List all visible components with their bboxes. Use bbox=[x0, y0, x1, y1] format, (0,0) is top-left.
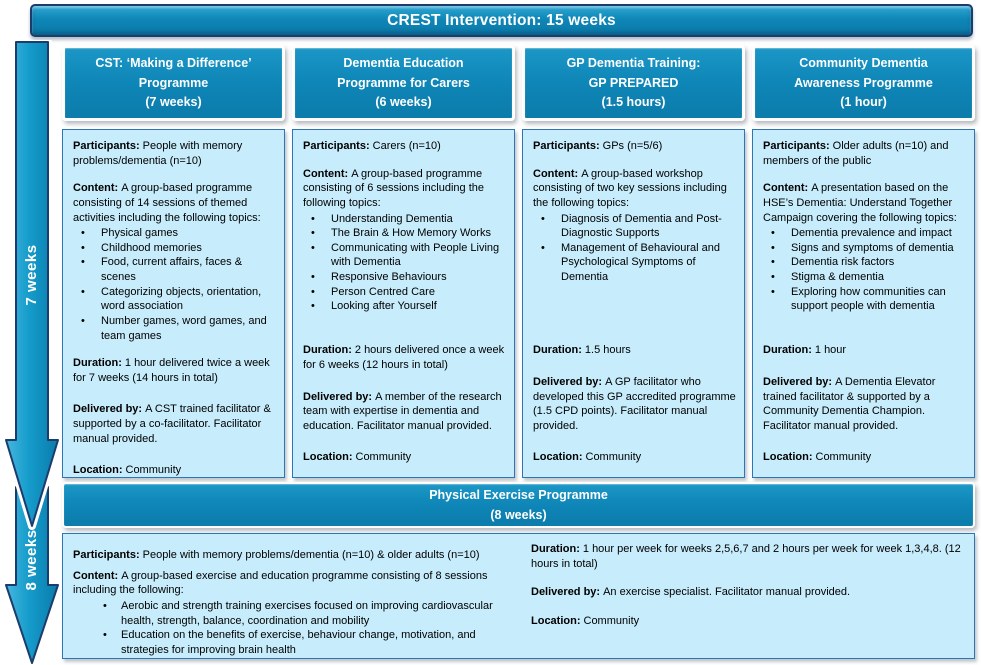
delivered-by-value: A Dementia Elevator trained facilitator & supported by a Community Dementia Champion. Facilitator manual provided. bbox=[763, 375, 936, 432]
header-line: (8 weeks) bbox=[490, 507, 547, 522]
exercise-programme-header bbox=[62, 482, 975, 528]
content-topics bbox=[303, 212, 506, 314]
header-line: GP PREPARED bbox=[588, 75, 679, 90]
delivered-by-value: An exercise specialist. Facilitator manual provided. bbox=[603, 586, 851, 599]
location-label: Location: bbox=[763, 451, 813, 464]
location-row bbox=[533, 450, 736, 465]
header-line: (6 weeks) bbox=[375, 95, 432, 110]
content-value: A group-based programme consisting of 6 sessions including the following topics: bbox=[303, 167, 484, 209]
topic-item: • Diagnosis of Dementia and Post-Diagnostic Supports bbox=[533, 212, 736, 241]
intervention-title: CREST Intervention: 15 weeks bbox=[387, 11, 616, 29]
community-awareness-details bbox=[752, 129, 975, 478]
content-topics bbox=[533, 212, 736, 285]
content-label: Content: bbox=[533, 167, 579, 180]
topic-item: • Exploring how communities can support people with dementia bbox=[763, 285, 966, 314]
content-row bbox=[303, 167, 506, 211]
header-line: Awareness Programme bbox=[794, 75, 933, 90]
duration-value: 2 hours delivered once a week for 6 weeks (12 hours in total) bbox=[303, 344, 505, 371]
topic-item: • Dementia prevalence and impact bbox=[763, 226, 966, 241]
duration-label: Duration: bbox=[533, 344, 582, 357]
topic-item: • Education on the benefits of exercise, behaviour change, motivation, and strategies for improving brain health bbox=[73, 628, 525, 657]
logistics-group bbox=[303, 330, 506, 465]
duration-value: 1 hour per week for weeks 2,5,6,7 and 2 hours per week for week 1,3,4,8. (12 hours in total) bbox=[531, 543, 961, 570]
intervention-title-banner bbox=[30, 4, 973, 37]
participants-label: Participants: bbox=[73, 549, 140, 561]
topic-item: • Food, current affairs, faces & scenes bbox=[73, 255, 276, 284]
delivered-by-label: Delivered by: bbox=[303, 390, 373, 403]
cst-details bbox=[62, 129, 285, 478]
participants-label: Participants: bbox=[73, 140, 140, 152]
content-topics bbox=[73, 226, 276, 343]
logistics-group bbox=[763, 330, 966, 465]
participants-value: GPs (n=5/6) bbox=[602, 140, 663, 152]
header-line: GP Dementia Training: bbox=[566, 56, 701, 71]
header-line: CST: ‘Making a Difference’ bbox=[95, 56, 252, 71]
topic-item: • Understanding Dementia bbox=[303, 212, 506, 227]
content-row bbox=[73, 569, 525, 598]
header-line: (1 hour) bbox=[840, 95, 887, 110]
topic-item: • Looking after Yourself bbox=[303, 299, 506, 314]
participants-value: Carers (n=10) bbox=[372, 140, 441, 152]
seven-weeks-arrow bbox=[6, 42, 58, 526]
topic-item: • Physical games bbox=[73, 226, 276, 241]
participants-label: Participants: bbox=[533, 140, 600, 152]
content-label: Content: bbox=[73, 569, 119, 582]
topic-item: • Aerobic and strength training exercises focused on improving cardiovascular health, strength, balance, coordination and mobility bbox=[73, 599, 525, 628]
duration-row bbox=[73, 356, 276, 385]
column-community-awareness bbox=[752, 45, 975, 478]
header-line: Physical Exercise Programme bbox=[429, 488, 608, 502]
logistics-group bbox=[533, 330, 736, 465]
header-line: Dementia Education bbox=[343, 56, 464, 71]
content-row bbox=[763, 181, 966, 225]
duration-row bbox=[533, 343, 736, 358]
header-line: (1.5 hours) bbox=[601, 95, 666, 110]
exercise-logistics-column bbox=[525, 542, 964, 650]
gp-training-details bbox=[522, 129, 745, 478]
delivered-by-value: A member of the research team with expertise in dementia and education. Facilitator manual provided. bbox=[303, 390, 502, 432]
topic-item: • Communicating with People Living with Dementia bbox=[303, 241, 506, 270]
timeline-arrows bbox=[4, 40, 60, 665]
column-cst-programme bbox=[62, 45, 285, 478]
topic-item: • Responsive Behaviours bbox=[303, 270, 506, 285]
content-topics bbox=[763, 226, 966, 314]
cst-header bbox=[62, 45, 285, 121]
carer-education-details bbox=[292, 129, 515, 478]
participants-value: People with memory problems/dementia (n=10) & older adults (n=10) bbox=[142, 549, 480, 561]
duration-label: Duration: bbox=[73, 357, 122, 370]
community-awareness-header bbox=[752, 45, 975, 121]
participants-row bbox=[533, 139, 736, 154]
duration-value: 1 hour bbox=[814, 344, 847, 357]
location-value: Community bbox=[583, 614, 640, 627]
gp-training-header bbox=[522, 45, 745, 121]
delivered-by-label: Delivered by: bbox=[763, 375, 833, 388]
content-topics bbox=[73, 599, 525, 658]
participants-label: Participants: bbox=[303, 140, 370, 152]
delivered-by-row bbox=[533, 375, 736, 434]
topic-item: • Stigma & dementia bbox=[763, 270, 966, 285]
participants-row bbox=[73, 548, 525, 563]
participants-value: Older adults (n=10) and members of the public bbox=[763, 140, 949, 167]
location-value: Community bbox=[355, 451, 412, 464]
location-row bbox=[73, 463, 276, 478]
header-line: Community Dementia bbox=[799, 56, 928, 71]
content-label: Content: bbox=[73, 182, 119, 195]
eight-weeks-label: 8 weeks bbox=[22, 529, 40, 591]
exercise-content-column bbox=[73, 542, 525, 656]
delivered-by-row bbox=[303, 390, 506, 434]
delivered-by-value: A CST trained facilitator & supported by a co-facilitator. Facilitator manual provided. bbox=[73, 403, 271, 445]
topic-item: • Number games, word games, and team games bbox=[73, 314, 276, 343]
content-value: A group-based exercise and education programme consisting of 8 sessions including the following: bbox=[73, 569, 488, 597]
column-carer-education bbox=[292, 45, 515, 478]
topic-item: • Dementia risk factors bbox=[763, 255, 966, 270]
duration-value: 1 hour delivered twice a week for 7 weeks (14 hours in total) bbox=[73, 357, 270, 384]
duration-label: Duration: bbox=[763, 344, 812, 357]
content-value: A group-based workshop consisting of two key sessions including the following topics: bbox=[533, 167, 727, 209]
duration-label: Duration: bbox=[303, 344, 352, 357]
delivered-by-label: Delivered by: bbox=[531, 586, 601, 599]
delivered-by-label: Delivered by: bbox=[73, 403, 143, 416]
duration-row bbox=[303, 343, 506, 372]
topic-item: • Management of Behavioural and Psychological Symptoms of Dementia bbox=[533, 241, 736, 285]
duration-label: Duration: bbox=[531, 543, 580, 555]
location-label: Location: bbox=[531, 614, 581, 627]
programme-columns bbox=[62, 45, 975, 478]
exercise-programme-details bbox=[62, 533, 975, 659]
topic-item: • Person Centred Care bbox=[303, 285, 506, 300]
header-line: Programme bbox=[138, 75, 209, 90]
content-label: Content: bbox=[303, 167, 349, 180]
header-line: (7 weeks) bbox=[145, 95, 202, 110]
location-label: Location: bbox=[73, 464, 123, 477]
participants-value: People with memory problems/dementia (n=10) bbox=[73, 140, 243, 167]
logistics-group bbox=[73, 343, 276, 478]
content-value: A presentation based on the HSE’s Dementia: Understand Together Campaign covering the following topics: bbox=[763, 182, 957, 224]
content-row bbox=[73, 181, 276, 225]
content-label: Content: bbox=[763, 182, 809, 195]
duration-row bbox=[763, 343, 966, 358]
location-label: Location: bbox=[533, 451, 583, 464]
delivered-by-label: Delivered by: bbox=[533, 375, 603, 388]
delivered-by-value: A GP facilitator who developed this GP accredited programme (1.5 CPD points). Facilitator manual provided. bbox=[533, 375, 736, 432]
header-line: Programme for Carers bbox=[337, 75, 470, 90]
location-row bbox=[531, 614, 964, 629]
location-value: Community bbox=[585, 451, 642, 464]
column-gp-training bbox=[522, 45, 745, 478]
content-value: A group-based programme consisting of 14 sessions of themed activities including the following topics: bbox=[73, 182, 261, 224]
duration-row bbox=[531, 542, 964, 571]
location-value: Community bbox=[815, 451, 872, 464]
delivered-by-row bbox=[531, 585, 964, 600]
participants-row bbox=[763, 139, 966, 168]
delivered-by-row bbox=[763, 375, 966, 434]
location-label: Location: bbox=[303, 451, 353, 464]
topic-item: • The Brain & How Memory Works bbox=[303, 226, 506, 241]
duration-value: 1.5 hours bbox=[584, 344, 631, 357]
location-value: Community bbox=[125, 464, 182, 477]
participants-row bbox=[303, 139, 506, 154]
topic-item: • Signs and symptoms of dementia bbox=[763, 241, 966, 256]
participants-row bbox=[73, 139, 276, 168]
delivered-by-row bbox=[73, 402, 276, 446]
topic-item: • Categorizing objects, orientation, word association bbox=[73, 285, 276, 314]
participants-label: Participants: bbox=[763, 140, 830, 152]
topic-item: • Childhood memories bbox=[73, 241, 276, 256]
location-row bbox=[763, 450, 966, 465]
location-row bbox=[303, 450, 506, 465]
seven-weeks-label: 7 weeks bbox=[22, 244, 40, 306]
content-row bbox=[533, 167, 736, 211]
carer-education-header bbox=[292, 45, 515, 121]
